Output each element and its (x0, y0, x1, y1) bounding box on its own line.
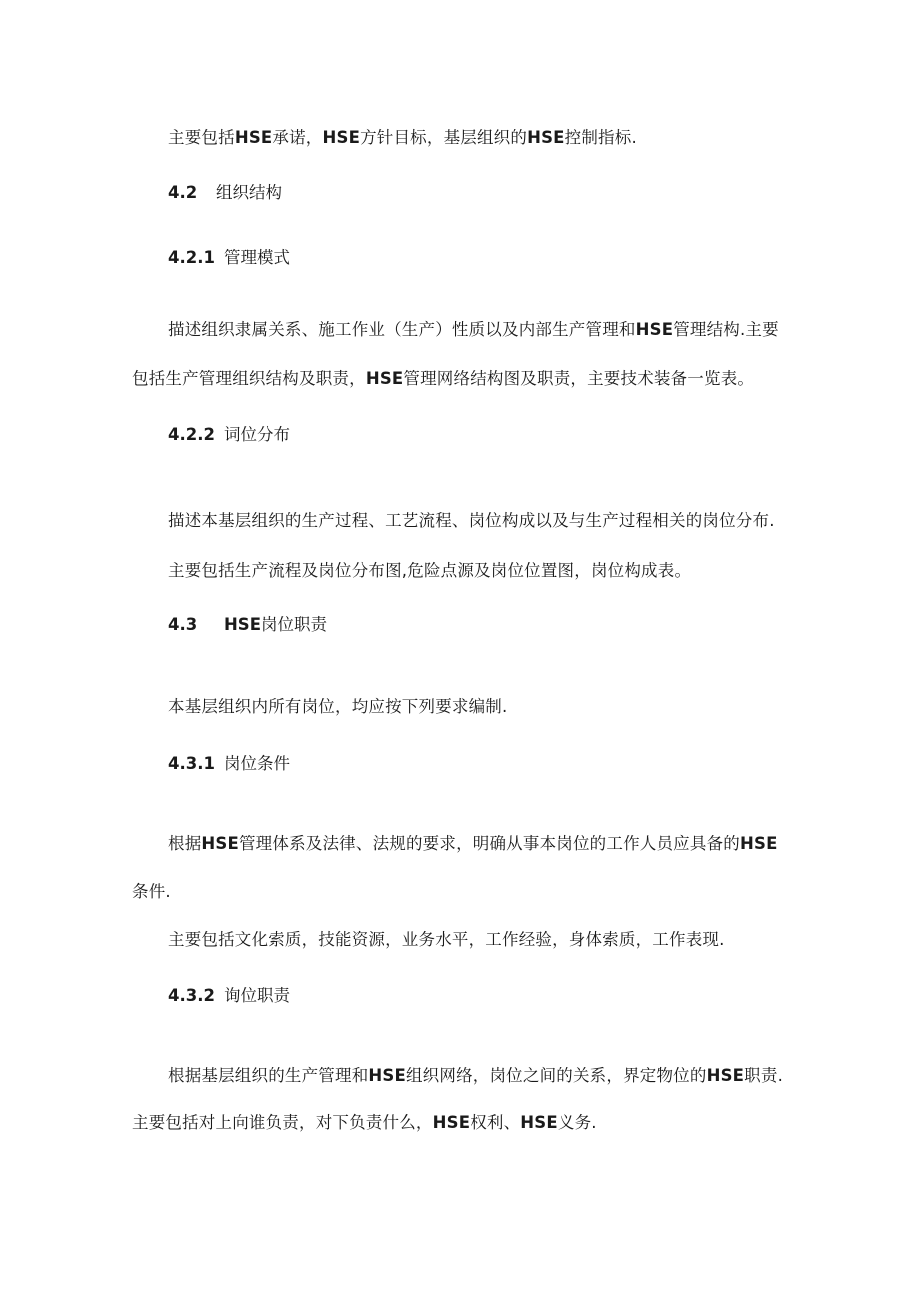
hse-term: HSE (201, 834, 239, 853)
hse-term: HSE (635, 320, 674, 339)
hse-term: HSE (368, 1066, 406, 1085)
hse-term: HSE (706, 1066, 745, 1085)
heading-4-3-2 (168, 984, 290, 1008)
paragraph-4-3-2-line1: 根据基层组织的生产管理和HSE组织网络，岗位之间的关系，界定物位的HSE职责. (168, 1066, 784, 1085)
heading-4-2-1 (168, 246, 290, 270)
heading-title: 词位分布 (224, 425, 290, 444)
hse-term: HSE (224, 615, 261, 634)
paragraph-4-3: 本基层组织内所有岗位，均应按下列要求编制. (168, 697, 508, 716)
heading-title: 询位职责 (224, 986, 290, 1005)
paragraph-4-2-2-line1: 描述本基层组织的生产过程、工艺流程、岗位构成以及与生产过程相关的岗位分布. (168, 511, 775, 530)
heading-title: 组织结构 (216, 183, 282, 202)
hse-term: HSE (365, 369, 404, 388)
hse-term: HSE (322, 128, 361, 147)
heading-4-2 (168, 181, 282, 205)
hse-term: HSE (527, 128, 565, 147)
intro-paragraph: 主要包括HSE承诺，HSE方针目标，基层组织的HSE控制指标. (168, 128, 637, 147)
paragraph-4-3-1-line2: 条件. (132, 882, 171, 901)
heading-title: 岗位条件 (224, 754, 290, 773)
heading-4-3-1 (168, 752, 290, 776)
paragraph-4-3-1-line1: 根据HSE管理体系及法律、法规的要求，明确从事本岗位的工作人员应具备的HSE (168, 834, 778, 853)
heading-number: 4.2 (168, 183, 198, 202)
heading-4-2-2 (168, 423, 290, 447)
hse-term: HSE (520, 1113, 558, 1132)
paragraph-4-2-1-line1: 描述组织隶属关系、施工作业（生产）性质以及内部生产管理和HSE管理结构.主要 (168, 320, 779, 339)
hse-term: HSE (234, 128, 273, 147)
heading-number: 4.3.2 (168, 986, 215, 1005)
heading-number: 4.2.2 (168, 425, 215, 444)
heading-number: 4.2.1 (168, 248, 215, 267)
heading-4-3 (168, 613, 327, 637)
paragraph-4-3-2-line2: 主要包括对上向谁负责，对下负责什么，HSE权利、HSE义务. (132, 1113, 597, 1132)
heading-title: HSE岗位职责 (224, 615, 327, 634)
paragraph-4-2-2-line2: 主要包括生产流程及岗位分布图,危险点源及岗位位置图，岗位构成表。 (168, 561, 692, 580)
hse-term: HSE (739, 834, 778, 853)
hse-term: HSE (432, 1113, 471, 1132)
heading-title: 管理模式 (224, 248, 290, 267)
heading-number: 4.3 (168, 615, 198, 634)
heading-number: 4.3.1 (168, 754, 215, 773)
paragraph-4-3-1-para2: 主要包括文化索质，技能资源，业务水平，工作经验，身体索质，工作表现. (168, 930, 725, 949)
paragraph-4-2-1-line2: 包括生产管理组织结构及职责，HSE管理网络结构图及职责，主要技术装备一览表。 (132, 369, 755, 388)
